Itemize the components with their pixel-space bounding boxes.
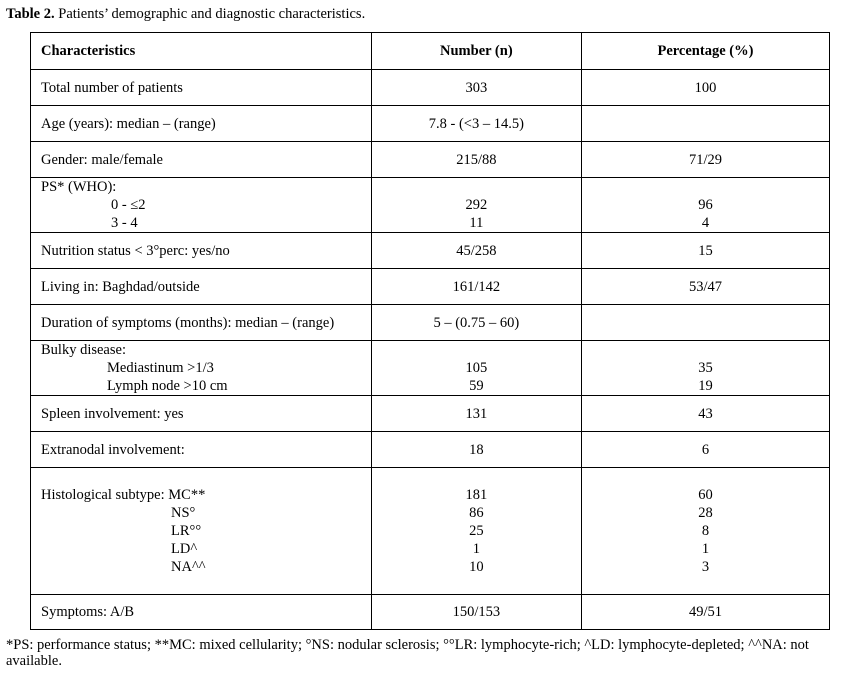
table-footnote: *PS: performance status; **MC: mixed cellularity; °NS: nodular sclerosis; °°LR: lymphocyte-rich; ^LD: lymphocyte-depleted; ^^NA: not available.: [6, 637, 809, 669]
row-label: Living in: Baghdad/outside: [31, 269, 372, 305]
sub-number: 292: [465, 197, 488, 213]
sub-label: 0 - ≤2: [111, 197, 146, 213]
row-percentage: [581, 106, 829, 142]
table-row: [31, 432, 830, 468]
row-percentage: 15: [581, 233, 829, 269]
row-label: Age (years): median – (range): [31, 106, 372, 142]
sub-number: 25: [469, 523, 484, 539]
row-label-group: [31, 341, 372, 396]
table-row: [31, 468, 830, 595]
row-label-group: [31, 178, 372, 233]
table-row: [31, 142, 830, 178]
row-label: Extranodal involvement:: [31, 432, 372, 468]
row-number: 18: [371, 432, 581, 468]
sub-percentage: 8: [701, 523, 710, 539]
table-row: [31, 269, 830, 305]
table-row: [31, 341, 830, 396]
row-label: Bulky disease:: [41, 342, 126, 358]
row-number: 215/88: [371, 142, 581, 178]
table-row: [31, 233, 830, 269]
sub-percentage: 4: [701, 215, 710, 231]
row-number: 303: [371, 70, 581, 106]
table-label: Table 2.: [6, 6, 55, 22]
row-number: 45/258: [371, 233, 581, 269]
row-percentage: 100: [581, 70, 829, 106]
sub-label: Lymph node >10 cm: [107, 378, 228, 394]
sub-label: Mediastinum >1/3: [107, 360, 214, 376]
row-label: Gender: male/female: [31, 142, 372, 178]
sub-label: NS°: [171, 505, 196, 521]
row-number: 5 – (0.75 – 60): [371, 305, 581, 341]
table-row: [31, 70, 830, 106]
row-number-group: [371, 178, 581, 233]
row-percentage: 49/51: [581, 595, 829, 630]
row-number-group: [371, 468, 581, 595]
sub-number: 1: [472, 541, 480, 557]
row-percentage: 43: [581, 396, 829, 432]
header-percentage: Percentage (%): [581, 33, 829, 70]
row-percentage-group: [581, 341, 829, 396]
row-percentage: 53/47: [581, 269, 829, 305]
sub-percentage: 19: [698, 378, 713, 394]
row-number-group: [371, 341, 581, 396]
row-label: Nutrition status < 3°perc: yes/no: [31, 233, 372, 269]
row-number: 181: [465, 487, 488, 503]
sub-percentage: 1: [701, 541, 710, 557]
table-row: [31, 106, 830, 142]
row-number: 131: [371, 396, 581, 432]
row-label: Duration of symptoms (months): median – (range): [31, 305, 372, 341]
characteristics-table: [30, 32, 830, 630]
sub-percentage: 96: [698, 197, 713, 213]
header-characteristics: Characteristics: [31, 33, 372, 70]
sub-percentage: 3: [701, 559, 710, 575]
row-number: 150/153: [371, 595, 581, 630]
sub-number: 86: [469, 505, 484, 521]
row-percentage: 71/29: [581, 142, 829, 178]
row-number: 7.8 - (<3 – 14.5): [371, 106, 581, 142]
sub-percentage: 35: [698, 360, 713, 376]
row-number: 161/142: [371, 269, 581, 305]
sub-percentage: 28: [698, 505, 713, 521]
sub-label: LD^: [171, 541, 198, 557]
sub-label: LR°°: [171, 523, 202, 539]
table-row: [31, 396, 830, 432]
row-percentage-group: [581, 468, 829, 595]
sub-label: NA^^: [171, 559, 206, 575]
row-label: Symptoms: A/B: [31, 595, 372, 630]
row-label: Total number of patients: [31, 70, 372, 106]
header-number: Number (n): [371, 33, 581, 70]
row-percentage: 6: [581, 432, 829, 468]
header-row: [31, 33, 830, 70]
row-percentage-group: [581, 178, 829, 233]
sub-number: 59: [469, 378, 484, 394]
table-caption: [6, 5, 365, 23]
sub-number: 10: [469, 559, 484, 575]
row-percentage: 60: [698, 487, 713, 503]
table-row: [31, 178, 830, 233]
table-row: [31, 305, 830, 341]
row-label: Histological subtype: MC**: [41, 487, 206, 503]
row-label: Spleen involvement: yes: [31, 396, 372, 432]
row-percentage: [581, 305, 829, 341]
sub-label: 3 - 4: [111, 215, 138, 231]
row-label: PS* (WHO):: [41, 179, 117, 195]
sub-number: 11: [469, 215, 484, 231]
table-row: [31, 595, 830, 630]
table-title: Patients’ demographic and diagnostic characteristics.: [54, 6, 366, 22]
row-label-group: [31, 468, 372, 595]
sub-number: 105: [465, 360, 488, 376]
